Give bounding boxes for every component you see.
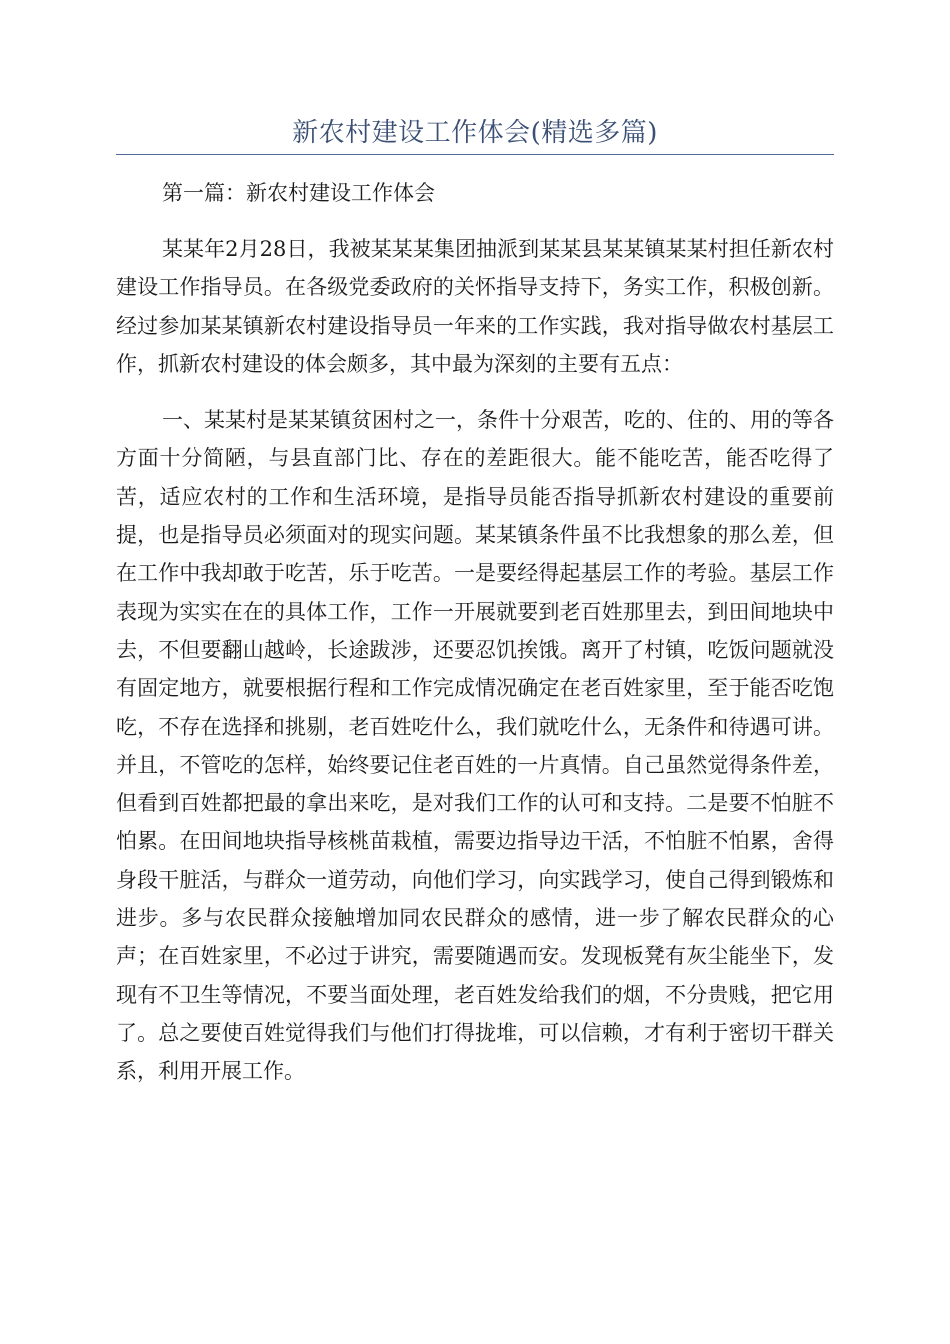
document-body	[116, 174, 834, 1091]
paragraph-point-one: 一、某某村是某某镇贫困村之一，条件十分艰苦，吃的、住的、用的等各方面十分简陋，与县直部门比、存在的差距很大。能不能吃苦，能否吃得了苦，适应农村的工作和生活环境，是指导员能否指导抓新农村建设的重要前提，也是指导员必须面对的现实问题。某某镇条件虽不比我想象的那么差，但在工作中我却敢于吃苦，乐于吃苦。一是要经得起基层工作的考验。基层工作表现为实实在在的具体工作，工作一开展就要到老百姓那里去，到田间地块中去，不但要翻山越岭，长途跋涉，还要忍饥挨饿。离开了村镇，吃饭问题就没有固定地方，就要根据行程和工作完成情况确定在老百姓家里，至于能否吃饱吃，不存在选择和挑剔，老百姓吃什么，我们就吃什么，无条件和待遇可讲。并且，不管吃的怎样，始终要记住老百姓的一片真情。自己虽然觉得条件差，但看到百姓都把最的拿出来吃，是对我们工作的认可和支持。二是要不怕脏不怕累。在田间地块指导核桃苗栽植，需要边指导边干活，不怕脏不怕累，舍得身段干脏活，与群众一道劳动，向他们学习，向实践学习，使自己得到锻炼和进步。多与农民群众接触增加同农民群众的感情，进一步了解农民群众的心声；在百姓家里，不必过于讲究，需要随遇而安。发现板凳有灰尘能坐下，发现有不卫生等情况，不要当面处理，老百姓发给我们的烟，不分贵贱，把它用了。总之要使百姓觉得我们与他们打得拢堆，可以信赖，才有利于密切干群关系，利用开展工作。	[116, 408, 834, 1084]
paragraph-intro: 某某年2月28日，我被某某某集团抽派到某某县某某镇某某村担任新农村建设工作指导员。在各级党委政府的关怀指导支持下，务实工作，积极创新。经过参加某某镇新农村建设指导员一年来的工作实践，我对指导做农村基层工作，抓新农村建设的体会颇多，其中最为深刻的主要有五点：	[116, 237, 834, 376]
title-underline	[116, 154, 834, 155]
document-title: 新农村建设工作体会(精选多篇)	[292, 118, 658, 148]
section-heading: 第一篇：新农村建设工作体会	[162, 181, 435, 205]
